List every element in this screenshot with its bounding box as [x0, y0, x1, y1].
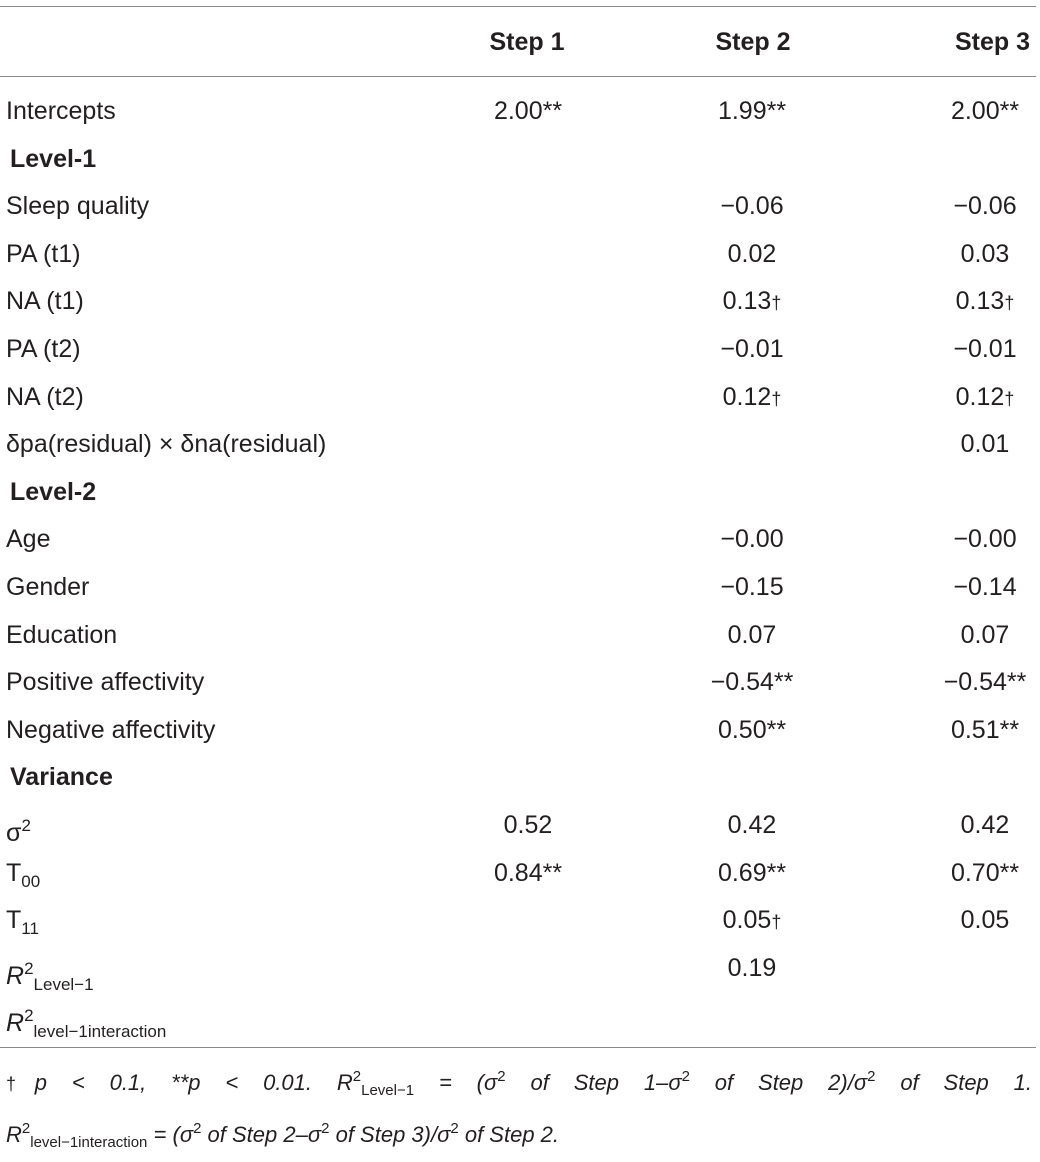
section-heading-row [0, 469, 1040, 517]
cell-step-2: 0.02 [727, 239, 777, 268]
row-label: Age [6, 525, 51, 554]
cell-step-2: 1.99** [717, 97, 787, 125]
cell-step-2: 0.07 [727, 620, 777, 649]
cell-step-2: 0.13† [722, 287, 782, 316]
cell-step-3: −0.14 [953, 572, 1017, 601]
header-step-3: Step 3 [954, 28, 1030, 56]
table-row [0, 278, 1040, 326]
dagger-mark: † [1004, 388, 1015, 409]
table-row [0, 659, 1040, 707]
table-row [0, 374, 1040, 422]
header-step-1: Step 1 [489, 28, 565, 56]
cell-step-1: 0.84** [493, 858, 563, 887]
table-row [0, 897, 1040, 945]
table-body [0, 88, 1040, 1040]
table-row [0, 516, 1040, 564]
dagger-mark: † [1004, 293, 1015, 314]
table-row [0, 945, 1040, 993]
footnote-line: $R^2_{level-1interaction} = (\sigma^2$ of Step $2-\sigma^2$ of Step $3)/\sigma^2$ of Step 2. [6, 1120, 560, 1151]
dagger-mark: † [771, 388, 782, 409]
cell-step-3: 0.42 [960, 810, 1010, 839]
footnote-superscript: 2 [497, 1068, 506, 1085]
dagger-mark: † [771, 293, 782, 314]
footnote-subscript: Level−1 [361, 1082, 415, 1099]
label-base: T [6, 906, 22, 935]
row-label: Negative affectivity [6, 715, 216, 744]
cell-step-3: 0.05 [960, 906, 1010, 935]
cell-step-3: 0.03 [960, 239, 1010, 268]
footnote-superscript: 2 [352, 1068, 362, 1085]
cell-step-3: 0.07 [960, 620, 1010, 649]
section-heading: Level-1 [10, 144, 97, 173]
cell-step-2: −0.15 [720, 572, 784, 601]
label-base: T [6, 858, 22, 887]
table-row [0, 802, 1040, 850]
row-label: NA (t1) [6, 287, 84, 316]
row-label: Positive affectivity [6, 668, 205, 697]
cell-step-2: 0.19 [727, 953, 777, 982]
top-rule [0, 6, 1036, 7]
row-label: PA (t2) [6, 334, 81, 363]
row-label: Sleep quality [6, 192, 150, 221]
cell-step-3: 2.00** [950, 97, 1020, 125]
dagger-mark: † [771, 912, 782, 933]
label-subscript: 00 [21, 871, 41, 891]
cell-step-2: −0.01 [720, 334, 784, 363]
table-row [0, 231, 1040, 279]
row-label: PA (t1) [6, 239, 81, 268]
cell-step-2: 0.12† [722, 382, 782, 411]
table-row [0, 421, 1040, 469]
table-row [0, 612, 1040, 660]
cell-step-2: −0.54** [710, 668, 794, 697]
label-superscript: 2 [21, 815, 31, 835]
label-superscript: 2 [24, 958, 34, 978]
row-label: Education [6, 620, 118, 649]
header-rule [0, 76, 1036, 77]
footnote-superscript: 2 [681, 1068, 690, 1085]
label-superscript: 2 [24, 1006, 34, 1026]
section-heading-row [0, 136, 1040, 184]
cell-step-3: 0.51** [950, 715, 1020, 744]
cell-step-3: −0.01 [953, 334, 1017, 363]
cell-step-2: −0.00 [720, 525, 784, 554]
label-base: σ [6, 818, 22, 847]
row-label: δpa(residual) × δna(residual) [6, 430, 327, 459]
dagger-mark: † [6, 1074, 35, 1094]
section-heading: Level-2 [10, 477, 97, 506]
footnote-line: †p < 0.1, **p < 0.01. $R^2_{Level-1} = (\sigma^2$ of Step $1-\sigma^2$ of Step $2)/\sigma^2$ of Step 1. [6, 1068, 1033, 1099]
cell-step-2: 0.50** [717, 715, 787, 744]
row-label: Intercepts [6, 97, 116, 125]
cell-step-1: 2.00** [493, 97, 563, 125]
cell-step-1: 0.52 [503, 810, 553, 839]
table-row [0, 992, 1040, 1040]
table-row [0, 707, 1040, 755]
footnote-superscript: 2 [450, 1120, 459, 1137]
row-label: Gender [6, 572, 90, 601]
bottom-rule [0, 1047, 1036, 1048]
footnote-superscript: 2 [21, 1120, 31, 1137]
cell-step-3: −0.54** [943, 668, 1027, 697]
row-label: NA (t2) [6, 382, 84, 411]
label-base: R [6, 961, 25, 990]
footnote-superscript: 2 [321, 1120, 330, 1137]
cell-step-3: 0.70** [950, 858, 1020, 887]
footnote-superscript: 2 [193, 1120, 202, 1137]
label-base: R [6, 1009, 25, 1038]
header-step-2: Step 2 [715, 28, 791, 56]
cell-step-3: −0.06 [953, 192, 1017, 221]
footnote-subscript: level−1interaction [30, 1134, 148, 1151]
table-row [0, 183, 1040, 231]
section-heading-row [0, 754, 1040, 802]
table-row [0, 88, 1040, 136]
label-subscript: level−1interaction [33, 1022, 167, 1042]
table-row [0, 326, 1040, 374]
table-row [0, 564, 1040, 612]
cell-step-3: −0.00 [953, 525, 1017, 554]
cell-step-3: 0.01 [960, 430, 1010, 459]
table-header [0, 20, 1040, 64]
cell-step-2: −0.06 [720, 192, 784, 221]
cell-step-3: 0.13† [955, 287, 1015, 316]
cell-step-2: 0.69** [717, 858, 787, 887]
footnote-superscript: 2 [867, 1068, 876, 1085]
table-footnote [6, 1058, 1032, 1162]
cell-step-3: 0.12† [955, 382, 1015, 411]
cell-step-2: 0.42 [727, 810, 777, 839]
label-subscript: 11 [21, 919, 39, 939]
section-heading: Variance [10, 763, 113, 792]
table-row [0, 850, 1040, 898]
label-subscript: Level−1 [33, 974, 94, 994]
cell-step-2: 0.05† [722, 906, 782, 935]
